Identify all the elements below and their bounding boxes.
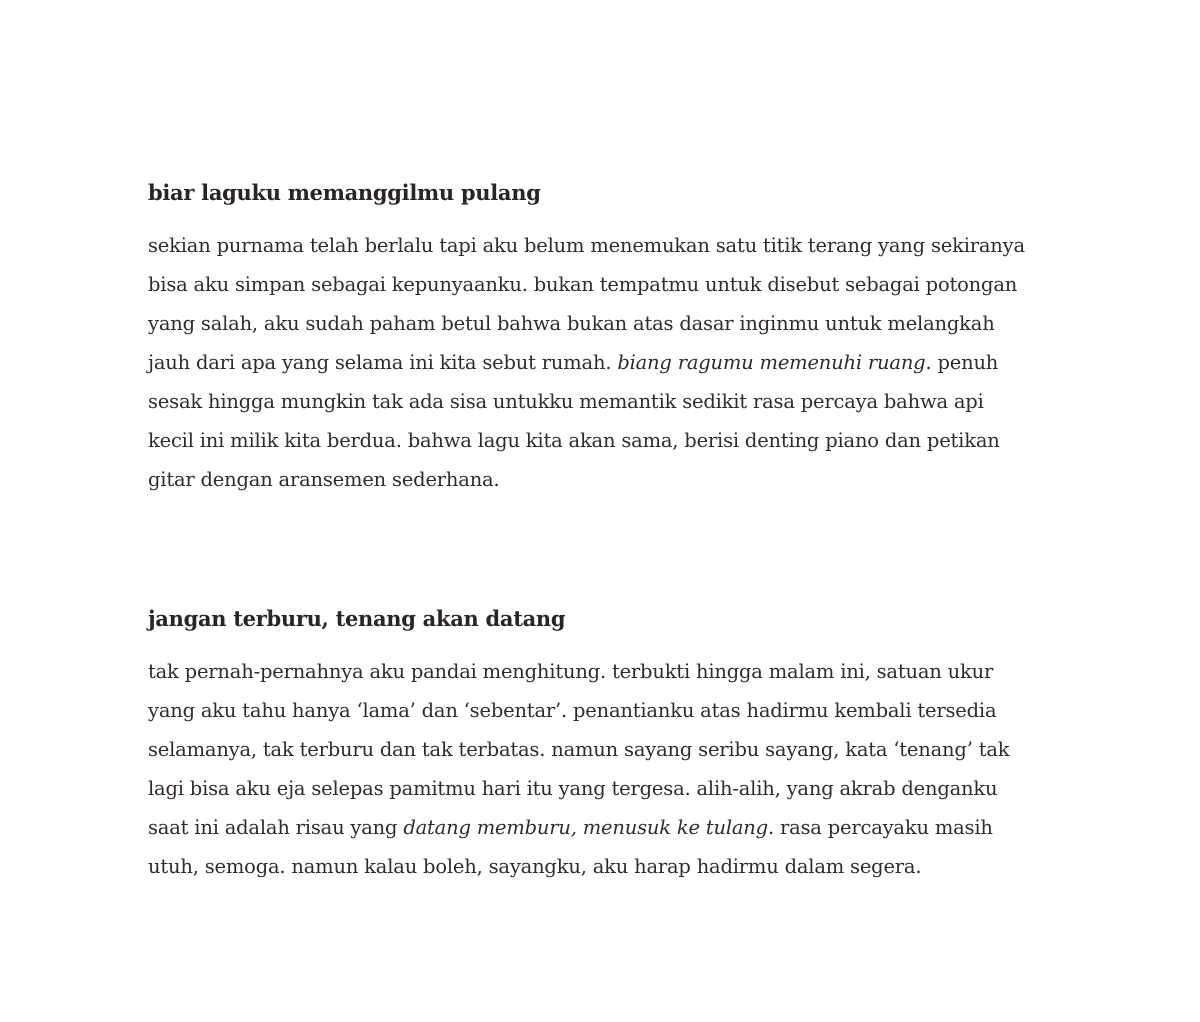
text-line: saat ini adalah risau yang datang memburu, menusuk ke tulang. rasa percayaku masih [148, 816, 993, 839]
section-body [148, 652, 1068, 886]
text-line: kecil ini milik kita berdua. bahwa lagu kita akan sama, berisi denting piano dan petikan [148, 429, 1000, 452]
text-line: gitar dengan aransemen sederhana. [148, 468, 500, 491]
text-line: sekian purnama telah berlalu tapi aku belum menemukan satu titik terang yang sekiranya [148, 234, 1025, 257]
text-line: utuh, semoga. namun kalau boleh, sayangku, aku harap hadirmu dalam segera. [148, 855, 922, 878]
section-title: jangan terburu, tenang akan datang [148, 606, 566, 631]
italic-phrase: datang memburu, menusuk ke tulang [403, 816, 768, 839]
section-title: biar laguku memanggilmu pulang [148, 180, 541, 205]
text-line: bisa aku simpan sebagai kepunyaanku. bukan tempatmu untuk disebut sebagai potongan [148, 273, 1018, 296]
section-body [148, 226, 1068, 499]
text-line: yang salah, aku sudah paham betul bahwa bukan atas dasar inginmu untuk melangkah [148, 312, 995, 335]
italic-phrase: biang ragumu memenuhi ruang [617, 351, 926, 374]
text-line: yang aku tahu hanya ‘lama’ dan ‘sebentar’. penantianku atas hadirmu kembali tersedia [148, 699, 997, 722]
poem-section-2 [148, 604, 1068, 886]
text-line: lagi bisa aku eja selepas pamitmu hari itu yang tergesa. alih-alih, yang akrab denganku [148, 777, 998, 800]
text-line: selamanya, tak terburu dan tak terbatas. namun sayang seribu sayang, kata ‘tenang’ tak [148, 738, 1010, 761]
text-line: jauh dari apa yang selama ini kita sebut rumah. biang ragumu memenuhi ruang. penuh [148, 351, 999, 374]
text-line: tak pernah-pernahnya aku pandai menghitung. terbukti hingga malam ini, satuan ukur [148, 660, 994, 683]
text-line: sesak hingga mungkin tak ada sisa untukku memantik sedikit rasa percaya bahwa api [148, 390, 984, 413]
poem-section-1 [148, 178, 1068, 499]
